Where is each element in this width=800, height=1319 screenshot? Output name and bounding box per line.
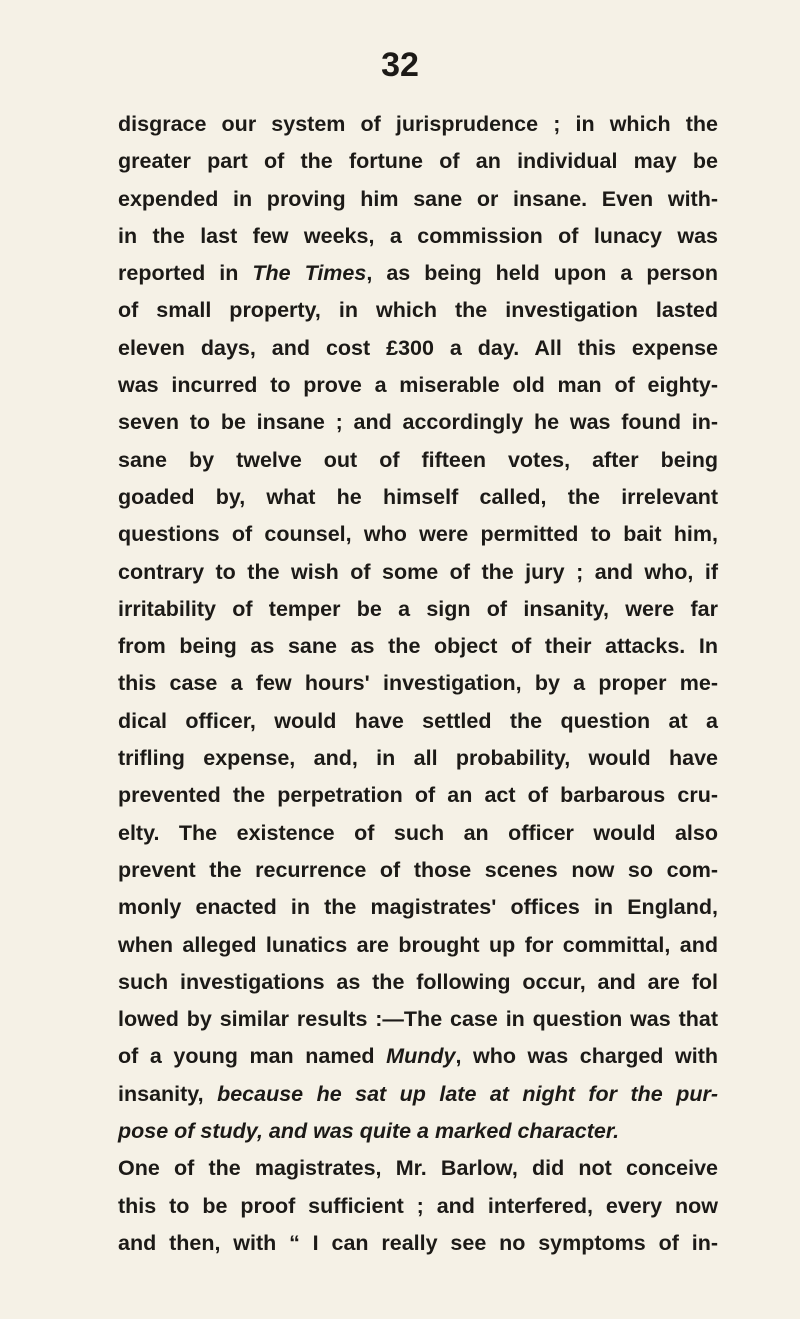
text-run: reported in <box>118 261 253 286</box>
text-line <box>118 1076 718 1113</box>
text-line <box>118 665 718 702</box>
text-run: One of the magistrates, Mr. Barlow, did not conceive <box>118 1156 718 1181</box>
italic-text: The Times <box>252 261 367 286</box>
text-line <box>118 106 718 143</box>
text-run: goaded by, what he himself called, the irrelevant <box>118 484 718 509</box>
text-run: , as being held upon a person <box>366 261 718 286</box>
text-run: from being as sane as the object of their attacks. In <box>118 634 718 659</box>
text-run: disgrace our system of jurisprudence ; in which the <box>118 112 718 136</box>
text-line <box>118 292 718 329</box>
text-line <box>118 1225 718 1262</box>
text-run: prevent the recurrence of those scenes now so com- <box>118 857 718 882</box>
text-run: this to be proof sufficient ; and interfered, every now <box>118 1193 718 1218</box>
text-run: monly enacted in the magistrates' offices in England, <box>118 895 718 920</box>
text-line <box>118 479 718 516</box>
italic-text: pose of study, and was quite a marked character. <box>118 1119 620 1144</box>
text-line <box>118 143 718 180</box>
text-run: of small property, in which the investigation lasted <box>118 298 718 323</box>
italic-text: because he sat up late at night for the pur- <box>217 1081 718 1106</box>
text-run: prevented the perpetration of an act of barbarous cru- <box>118 783 718 808</box>
text-line <box>118 1001 718 1038</box>
text-line <box>118 1038 718 1075</box>
text-run: insanity, <box>118 1081 218 1106</box>
text-line <box>118 927 718 964</box>
text-run: eleven days, and cost £300 a day. All this expense <box>118 335 718 360</box>
text-run: seven to be insane ; and accordingly he was found in- <box>118 410 718 435</box>
text-line <box>118 591 718 628</box>
text-run: expended in proving him sane or insane. Even with- <box>118 186 718 211</box>
text-line <box>118 367 718 404</box>
text-run: greater part of the fortune of an individual may be <box>118 149 718 174</box>
text-run: , who was charged with <box>455 1044 718 1069</box>
text-line <box>118 815 718 852</box>
text-line <box>118 964 718 1001</box>
text-line <box>118 628 718 665</box>
text-run: this case a few hours' investigation, by a proper me- <box>118 671 718 696</box>
text-line <box>118 404 718 441</box>
text-run: trifling expense, and, in all probability, would have <box>118 746 718 771</box>
text-run: lowed by similar results :—The case in question was that <box>118 1007 718 1032</box>
text-line <box>118 181 718 218</box>
text-run: in the last few weeks, a commission of lunacy was <box>118 223 718 248</box>
text-run: and then, with “ I can really see no symptoms of in- <box>118 1230 718 1255</box>
italic-text: Mundy <box>386 1044 456 1069</box>
text-line <box>118 442 718 479</box>
text-line <box>118 889 718 926</box>
text-run: dical officer, would have settled the question at a <box>118 708 718 733</box>
page-number: 32 <box>381 46 419 84</box>
text-run: when alleged lunatics are brought up for committal, and <box>118 932 718 957</box>
text-line <box>118 554 718 591</box>
text-line <box>118 516 718 553</box>
text-line <box>118 740 718 777</box>
text-run: of a young man named <box>118 1044 387 1069</box>
text-line <box>118 852 718 889</box>
body-paragraph <box>118 106 718 1262</box>
text-line <box>118 1188 718 1225</box>
text-line <box>118 330 718 367</box>
text-run: contrary to the wish of some of the jury ; and who, if <box>118 559 718 584</box>
text-run: such investigations as the following occur, and are fol <box>118 969 718 994</box>
text-line <box>118 1113 718 1150</box>
text-line <box>118 1150 718 1187</box>
text-run: questions of counsel, who were permitted to bait him, <box>118 522 718 547</box>
text-run: irritability of temper be a sign of insanity, were far <box>118 596 718 621</box>
text-run: sane by twelve out of fifteen votes, after being <box>118 447 718 472</box>
text-line <box>118 218 718 255</box>
text-line <box>118 777 718 814</box>
text-line <box>118 255 718 292</box>
text-run: was incurred to prove a miserable old man of eighty- <box>118 373 718 398</box>
text-run: elty. The existence of such an officer would also <box>118 820 718 845</box>
text-line <box>118 703 718 740</box>
